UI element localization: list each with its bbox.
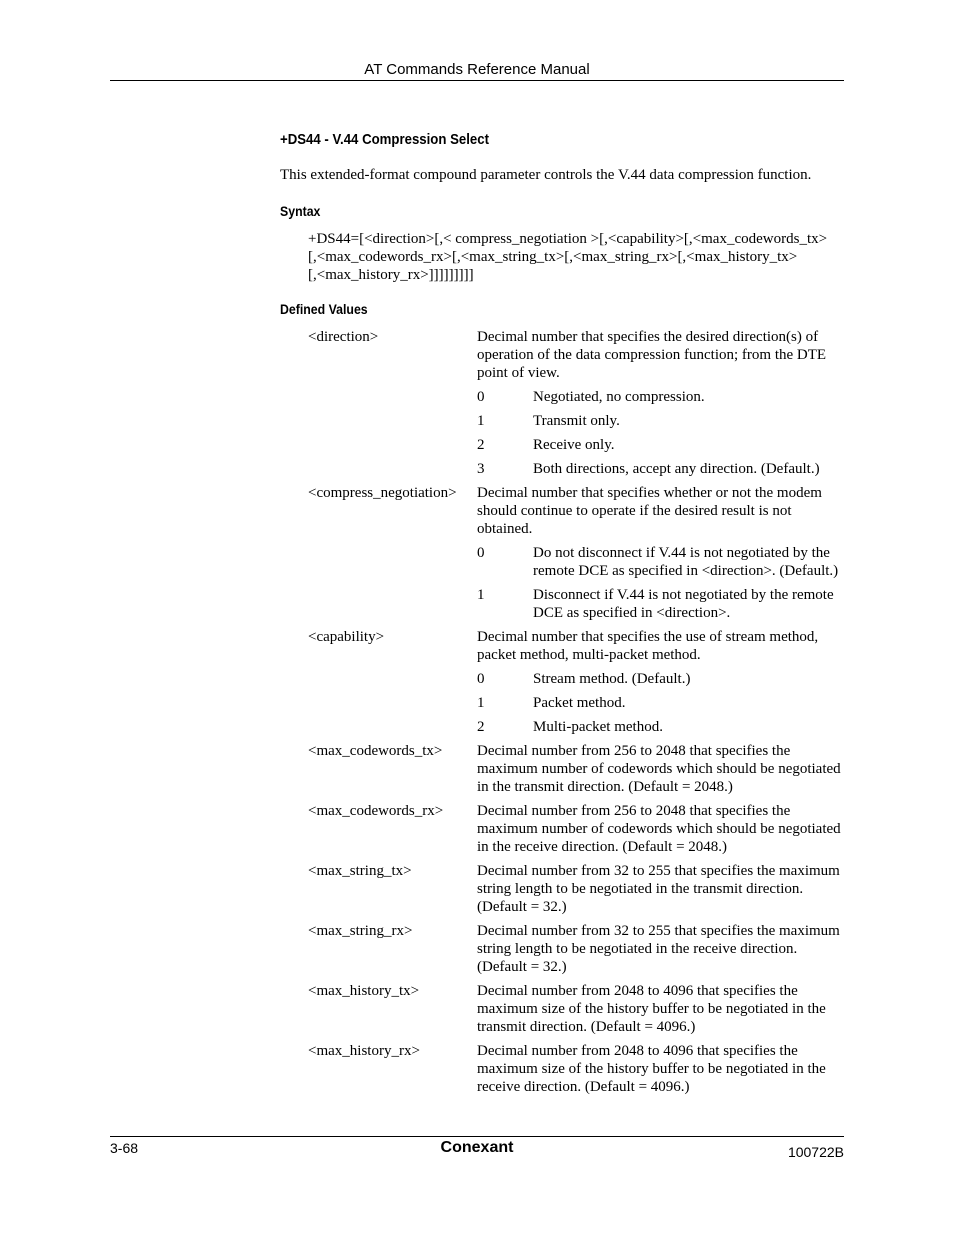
parameter-name: <max_string_rx> [308,923,413,939]
parameter-name: <max_codewords_rx> [308,803,444,819]
definition-row [308,328,848,478]
running-header: AT Commands Reference Manual [364,61,590,78]
parameter-name: <direction> [308,329,379,345]
value-option [477,460,845,478]
section-intro: This extended-format compound parameter controls the V.44 data compression function. [280,167,812,183]
parameter-description: Decimal number from 256 to 2048 that specifies the maximum number of codewords which should be negotiated in the receive direction. (Default = 2048.) [477,803,841,855]
option-description: Negotiated, no compression. [533,389,705,405]
definition-row [308,484,848,622]
parameter-description: Decimal number from 2048 to 4096 that specifies the maximum size of the history buffer to be negotiated in the receive direction. (Default = 4096.) [477,1043,826,1095]
parameter-description: Decimal number that specifies the desired direction(s) of operation of the data compression function; from the DTE point of view. [477,329,827,381]
parameter-details [477,1042,845,1096]
option-value: 3 [477,461,485,477]
defined-values-list [308,328,848,1102]
option-description: Do not disconnect if V.44 is not negotiated by the remote DCE as specified in <direction>. (Default.) [533,545,839,579]
footer-rule [110,1136,844,1137]
option-description: Both directions, accept any direction. (Default.) [533,461,820,477]
document-number: 100722B [787,1144,844,1160]
value-option [477,586,845,622]
definition-row [308,802,848,856]
section-title: +DS44 - V.44 Compression Select [280,131,489,148]
parameter-description: Decimal number from 32 to 255 that specifies the maximum string length to be negotiated in the receive direction. (Default = 32.) [477,923,840,975]
option-value: 1 [477,413,485,429]
parameter-details [477,328,845,478]
definition-row [308,628,848,736]
parameter-description: Decimal number from 2048 to 4096 that specifies the maximum size of the history buffer to be negotiated in the transmit direction. (Default = 4096.) [477,983,826,1035]
page-number: 3-68 [110,1140,139,1156]
syntax-line: [,<max_history_rx>]]]]]]]]] [308,267,474,283]
value-option [477,388,845,406]
parameter-details [477,982,845,1036]
header-rule [110,80,844,81]
value-option [477,694,845,712]
parameter-description: Decimal number that specifies whether or not the modem should continue to operate if the desired result is not obtained. [477,485,822,537]
syntax-line: [,<max_codewords_rx>[,<max_string_tx>[,<max_string_rx>[,<max_history_tx> [308,249,798,265]
value-option [477,412,845,430]
definition-row [308,862,848,916]
option-description: Multi-packet method. [533,719,663,735]
option-value: 1 [477,695,485,711]
option-description: Packet method. [533,695,626,711]
parameter-details [477,802,845,856]
parameter-details [477,742,845,796]
option-value: 1 [477,587,485,603]
value-option [477,718,845,736]
parameter-name: <max_history_tx> [308,983,420,999]
parameter-name: <max_codewords_tx> [308,743,443,759]
option-description: Stream method. (Default.) [533,671,691,687]
definition-row [308,922,848,976]
option-value: 0 [477,545,485,561]
parameter-details [477,862,845,916]
parameter-name: <capability> [308,629,385,645]
option-value: 0 [477,389,485,405]
option-description: Transmit only. [533,413,620,429]
syntax-block [308,230,853,284]
value-option [477,544,845,580]
parameter-details [477,922,845,976]
parameter-details [477,484,845,622]
defined-values-heading: Defined Values [280,301,368,317]
parameter-description: Decimal number from 32 to 255 that specifies the maximum string length to be negotiated in the transmit direction. (Default = 32.) [477,863,840,915]
syntax-heading: Syntax [280,203,321,219]
definition-row [308,982,848,1036]
definition-row [308,1042,848,1096]
parameter-name: <max_string_tx> [308,863,412,879]
value-option [477,670,845,688]
option-value: 0 [477,671,485,687]
option-value: 2 [477,437,485,453]
parameter-name: <compress_negotiation> [308,485,457,501]
syntax-line: +DS44=[<direction>[,< compress_negotiation >[,<capability>[,<max_codewords_tx> [308,231,828,247]
parameter-description: Decimal number that specifies the use of stream method, packet method, multi-packet method. [477,629,819,663]
parameter-description: Decimal number from 256 to 2048 that specifies the maximum number of codewords which should be negotiated in the transmit direction. (Default = 2048.) [477,743,841,795]
option-description: Receive only. [533,437,615,453]
parameter-details [477,628,845,736]
parameter-name: <max_history_rx> [308,1043,420,1059]
value-option [477,436,845,454]
option-description: Disconnect if V.44 is not negotiated by the remote DCE as specified in <direction>. [533,587,834,621]
company-name: Conexant [440,1139,514,1156]
definition-row [308,742,848,796]
option-value: 2 [477,719,485,735]
